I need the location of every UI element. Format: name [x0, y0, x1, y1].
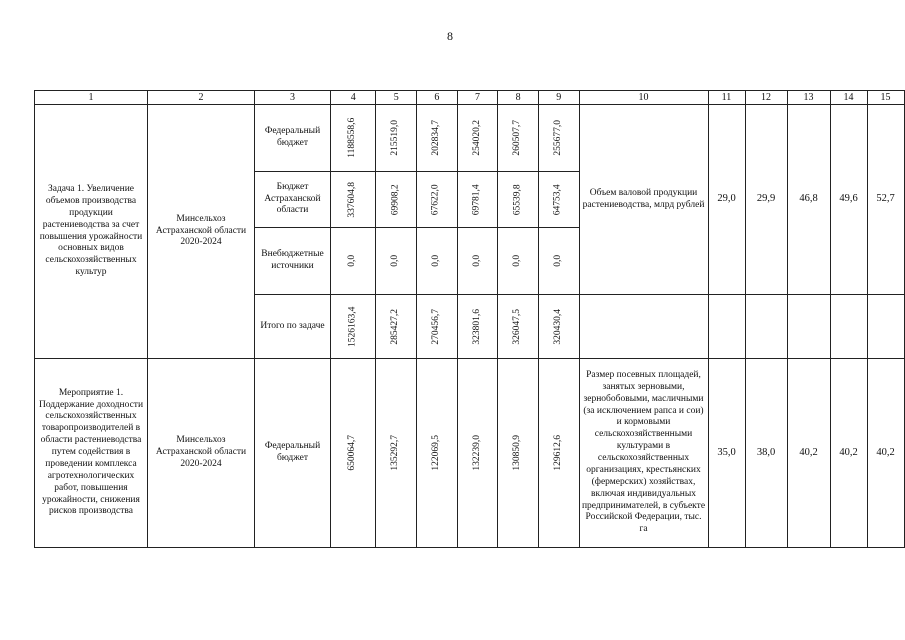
indicator-value: 49,6: [830, 105, 867, 295]
indicator-value: 38,0: [745, 359, 787, 548]
amount-cell: 0,0: [538, 228, 579, 295]
column-number: 9: [538, 91, 579, 105]
amount-cell: 254020,2: [457, 105, 498, 172]
column-number: 4: [331, 91, 376, 105]
indicator-value: 40,2: [830, 359, 867, 548]
column-number: 11: [708, 91, 745, 105]
indicator-value: 40,2: [867, 359, 904, 548]
amount-cell: 270456,7: [417, 295, 458, 359]
indicator-value: 52,7: [867, 105, 904, 295]
column-number: 14: [830, 91, 867, 105]
empty-cell: [708, 295, 745, 359]
amount-cell: 69781,4: [457, 172, 498, 228]
amount-cell: 67622,0: [417, 172, 458, 228]
amount-cell: 0,0: [376, 228, 417, 295]
funding-source: Бюджет Астраханской области: [255, 172, 331, 228]
amount-cell: 135292,7: [376, 359, 417, 548]
empty-cell: [579, 295, 708, 359]
column-number: 10: [579, 91, 708, 105]
amount-cell: 0,0: [417, 228, 458, 295]
amount-cell: 1526163,4: [331, 295, 376, 359]
amount-cell: 0,0: [457, 228, 498, 295]
amount-cell: 65539,8: [498, 172, 539, 228]
task-executor: Минсельхоз Астраханской области 2020-2024: [148, 105, 255, 359]
column-number: 15: [867, 91, 904, 105]
amount-cell: 122069,5: [417, 359, 458, 548]
funding-source: Федеральный бюджет: [255, 359, 331, 548]
indicator-value: 29,9: [745, 105, 787, 295]
task-row-federal: [35, 105, 905, 172]
amount-cell: 0,0: [498, 228, 539, 295]
funding-source: Федеральный бюджет: [255, 105, 331, 172]
amount-cell: 255677,0: [538, 105, 579, 172]
column-number: 1: [35, 91, 148, 105]
task-indicator: Объем валовой продукции растениеводства, млрд рублей: [579, 105, 708, 295]
amount-cell: 215519,0: [376, 105, 417, 172]
column-number: 2: [148, 91, 255, 105]
indicator-value: 29,0: [708, 105, 745, 295]
indicator-value: 40,2: [787, 359, 830, 548]
measure-row: [35, 359, 905, 548]
amount-cell: 202834,7: [417, 105, 458, 172]
amount-cell: 130850,9: [498, 359, 539, 548]
page-number: 8: [447, 29, 453, 43]
amount-cell: 323801,6: [457, 295, 498, 359]
amount-cell: 132239,0: [457, 359, 498, 548]
column-number-row: [35, 91, 905, 105]
empty-cell: [867, 295, 904, 359]
column-number: 12: [745, 91, 787, 105]
amount-cell: 650064,7: [331, 359, 376, 548]
column-number: 6: [417, 91, 458, 105]
empty-cell: [830, 295, 867, 359]
program-table: [34, 90, 905, 548]
empty-cell: [745, 295, 787, 359]
amount-cell: 129612,6: [538, 359, 579, 548]
amount-cell: 64753,4: [538, 172, 579, 228]
funding-source: Внебюджетные источники: [255, 228, 331, 295]
indicator-value: 35,0: [708, 359, 745, 548]
measure-executor: Минсельхоз Астраханской области 2020-2024: [148, 359, 255, 548]
amount-cell: 326047,5: [498, 295, 539, 359]
measure-description: Мероприятие 1. Поддержание доходности сельскохозяйственных товаропроизводителей в области растениеводства путем содействия в проведении комплекса агротехнологических работ, повышения урожайности, снижения рисков производства: [35, 359, 148, 548]
indicator-value: 46,8: [787, 105, 830, 295]
amount-cell: 320430,4: [538, 295, 579, 359]
column-number: 5: [376, 91, 417, 105]
measure-indicator: Размер посевных площадей, занятых зерновыми, зернобобовыми, масличными (за исключением рапса и сои) и кормовыми сельскохозяйственными культурами в сельскохозяйственных организациях, крестьянских (фермерских) хозяйствах, включая индивидуальных предпринимателей, в субъекте Российской Федерации, тыс. га: [579, 359, 708, 548]
amount-cell: 69908,2: [376, 172, 417, 228]
amount-cell: 0,0: [331, 228, 376, 295]
column-number: 8: [498, 91, 539, 105]
amount-cell: 260507,7: [498, 105, 539, 172]
funding-source: Итого по задаче: [255, 295, 331, 359]
column-number: 7: [457, 91, 498, 105]
amount-cell: 285427,2: [376, 295, 417, 359]
amount-cell: 337604,8: [331, 172, 376, 228]
column-number: 3: [255, 91, 331, 105]
task-description: Задача 1. Увеличение объемов производства продукции растениеводства за счет повышения урожайности основных видов сельскохозяйственных культур: [35, 105, 148, 359]
column-number: 13: [787, 91, 830, 105]
amount-cell: 1188558,6: [331, 105, 376, 172]
empty-cell: [787, 295, 830, 359]
